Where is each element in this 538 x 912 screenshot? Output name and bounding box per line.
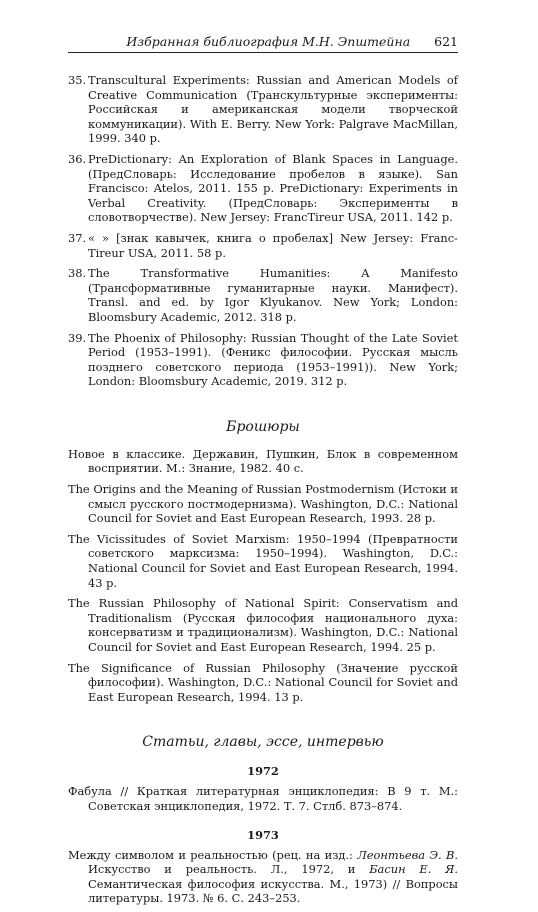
- entry-text: Между символом и реальностью (рец. на изд.:: [68, 847, 358, 862]
- brochures-list: [68, 447, 458, 705]
- article-entry: Фабула // Краткая литературная энциклопедия: В 9 т. М.: Советская энциклопедия, 1972. Т. 7. Стлб. 873–874.: [68, 784, 458, 813]
- section-title-brochures: Брошюры: [226, 418, 300, 435]
- entry-text: PreDictionary: An Exploration of Blank Spaces in Language. (ПредСловарь: Исследование пробелов в языке). San Francisco: Atelos, 2011. 155 p. PreDictionary: Experiments in Verbal Creativity. (ПредСловарь: Эксперименты в словотворчестве). New Jersey: FrancTireur USA, 2011. 142 p.: [88, 151, 458, 225]
- brochure-entry: The Origins and the Meaning of Russian Postmodernism (Истоки и смысл русского постмодернизма). Washington, D.C.: National Council for Soviet and East European Research, 1993. 28 p.: [68, 482, 458, 526]
- numbered-bibliography: [68, 73, 458, 389]
- page-number: 621: [434, 34, 458, 49]
- brochure-entry: The Significance of Russian Philosophy (Значение русской философии). Washington, D.C.: National Council for Soviet and East European Research, 1994. 13 p.: [68, 660, 458, 704]
- running-head: [68, 34, 458, 53]
- entry-number: 39.: [68, 330, 87, 345]
- section-title-articles: Статьи, главы, эссе, интервью: [142, 734, 384, 751]
- year-heading: 1973: [247, 827, 279, 842]
- entry-number: 35.: [68, 73, 87, 87]
- entry-number: 36.: [68, 151, 87, 166]
- running-head-title: Избранная библиография М.Н. Эпштейна: [126, 34, 411, 49]
- entry-text: The Phoenix of Philosophy: Russian Thought of the Late Soviet Period (1953–1991). (Феникс философии. Русская мысль позднего советского периода (1953–1991)). New York; London: Bloomsbury Academic, 2019. 312 p.: [88, 330, 458, 389]
- entry-number: 38.: [68, 266, 87, 281]
- entry-text: The Transformative Humanities: A Manifesto (Трансформативные гуманитарные науки. Манифест). Transl. and ed. by Igor Klyukanov. New York; London: Bloomsbury Academic, 2012. 318 p.: [88, 266, 458, 324]
- author-name: Басин Е. Я.: [369, 862, 458, 877]
- brochure-entry: Новое в классике. Державин, Пушкин, Блок в современном восприятии. М.: Знание, 1982. 40 с.: [68, 446, 458, 476]
- page: [68, 34, 458, 912]
- bibliography-entry: [68, 231, 458, 260]
- entry-number: 37.: [68, 230, 87, 245]
- article-entry: [68, 848, 458, 906]
- entry-text: Transcultural Experiments: Russian and American Models of Creative Communication (Транскультурные эксперименты: Российская и американская модели творческой коммуникации). With E. Berry. New York: Palgrave MacMillan, 1999. 340 p.: [88, 73, 458, 146]
- brochure-entry: The Russian Philosophy of National Spirit: Conservatism and Traditionalism (Русская философия национального духа: консерватизм и традиционализм). Washington, D.C.: National Council for Soviet and East European Research, 1994. 25 p.: [68, 596, 458, 654]
- entry-text: Искусство и реальность. Л., 1972, и: [88, 862, 370, 877]
- author-name: Леонтьева Э. В.: [357, 847, 458, 862]
- bibliography-entry: [68, 331, 458, 389]
- entry-text: Семантическая философия искусства. М., 1973) // Вопросы литературы. 1973. № 6. С. 243–253.: [88, 876, 458, 906]
- brochure-entry: The Vicissitudes of Soviet Marxism: 1950–1994 (Превратности советского марксизма: 1950–1994). Washington, D.C.: National Council for Soviet and East European Research, 1994. 43 p.: [68, 531, 458, 590]
- bibliography-entry: [68, 152, 458, 225]
- year-heading: 1972: [247, 764, 279, 779]
- bibliography-entry: [68, 266, 458, 324]
- entry-text: « » [знак кавычек, книга о пробелах] New Jersey: Franc-Tireur USA, 2011. 58 p.: [88, 230, 458, 260]
- bibliography-entry: [68, 73, 458, 146]
